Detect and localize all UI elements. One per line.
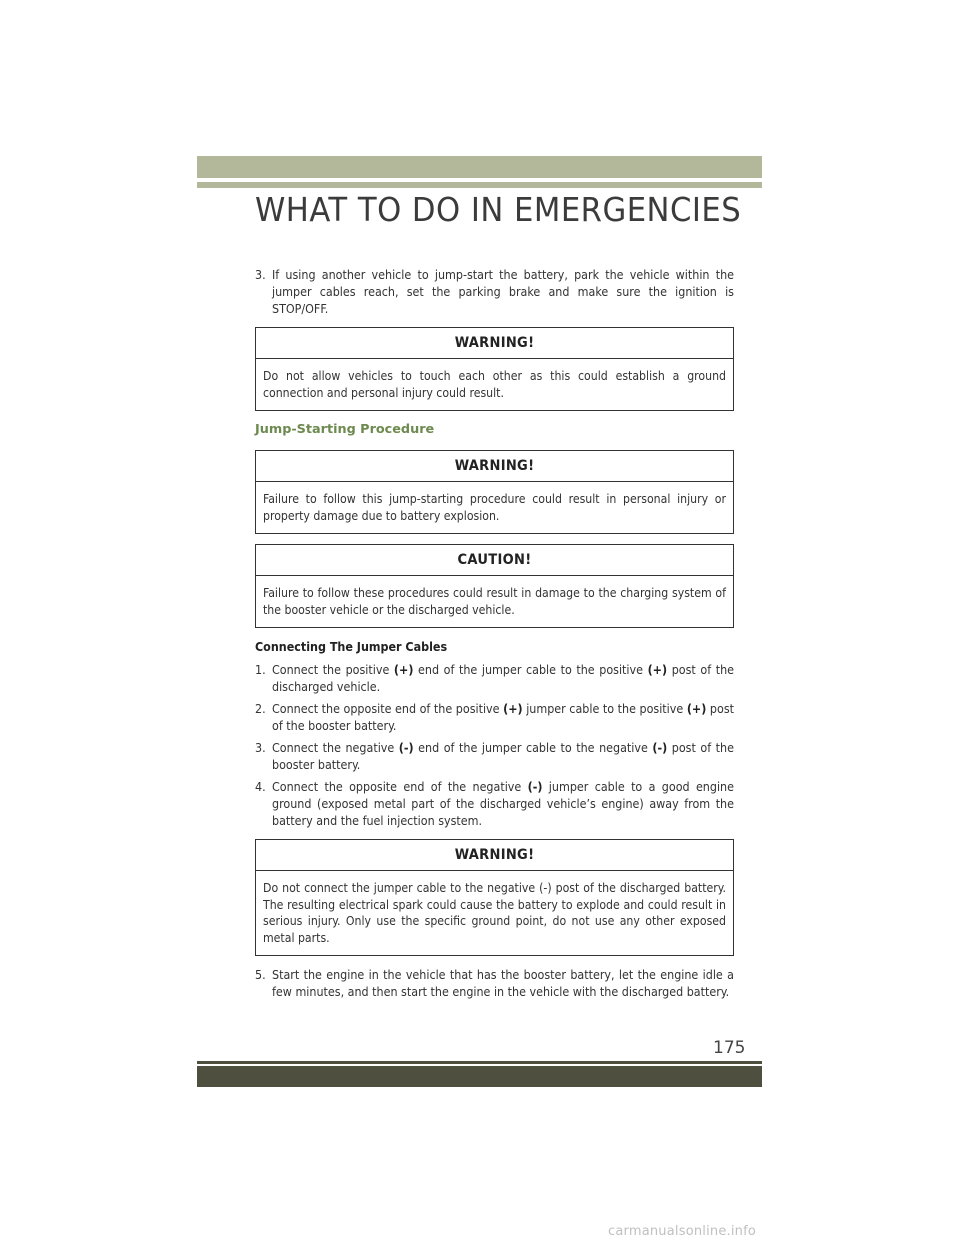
- step-text: Connect the opposite end of the negative: [272, 779, 528, 794]
- step-text: post of the booster battery.: [272, 701, 734, 733]
- step-text: If using another vehicle to jump-start the battery, park the vehicle within the jumper cables reach, set the parking brake and make sure the ignition is STOP/OFF.: [272, 267, 734, 316]
- procedure-title: Jump-Starting Procedure: [255, 422, 435, 437]
- step-text: post of the booster battery.: [272, 740, 734, 772]
- warning-box-explosion: [255, 450, 734, 534]
- header-band: [197, 156, 762, 178]
- step-text: Connect the opposite end of the positive: [272, 701, 504, 716]
- connect-step-1: [255, 661, 734, 695]
- connect-step-3: [255, 739, 734, 773]
- watermark: carmanualsonline.info: [608, 1224, 757, 1239]
- step-text: Connect the positive: [272, 662, 394, 677]
- footer-band-rule: [197, 1061, 762, 1064]
- warning-text: Failure to follow this jump-starting procedure could result in personal injury or property damage due to battery explosion.: [263, 492, 726, 523]
- header-band-rule: [197, 182, 762, 188]
- step-number: 5.: [255, 967, 266, 982]
- page-number: 175: [713, 1038, 746, 1058]
- step-text: jumper cable to a good engine ground (exposed metal part of the discharged vehicle’s engine) away from the battery and the fuel injection system.: [272, 779, 734, 828]
- caution-heading: CAUTION!: [256, 545, 733, 576]
- warning-heading: WARNING!: [256, 328, 733, 359]
- step-text: jumper cable to the positive: [522, 701, 687, 716]
- polarity-mark: (+): [393, 662, 414, 677]
- connecting-title: Connecting The Jumper Cables: [255, 639, 448, 654]
- page-content: [255, 266, 734, 1005]
- connect-step-4: [255, 778, 734, 829]
- polarity-mark: (+): [686, 701, 707, 716]
- polarity-mark: (+): [503, 701, 523, 716]
- step-number: 3.: [255, 740, 266, 755]
- warning-text: Do not allow vehicles to touch each other as this could establish a ground connection and personal injury could result.: [263, 369, 726, 400]
- final-step: [255, 966, 734, 1000]
- caution-box: [255, 544, 734, 628]
- warning-box-negative-post: [255, 839, 734, 956]
- step-number: 1.: [255, 662, 266, 677]
- polarity-mark: (-): [527, 779, 543, 794]
- warning-box-vehicles-touch: [255, 327, 734, 411]
- step-number: 2.: [255, 701, 266, 716]
- connect-step-2: [255, 700, 734, 734]
- step-number: 3.: [255, 267, 266, 282]
- step-text: end of the jumper cable to the positive: [413, 662, 648, 677]
- section-title: WHAT TO DO IN EMERGENCIES: [255, 190, 742, 229]
- warning-heading: WARNING!: [256, 840, 733, 871]
- footer-band: [197, 1066, 762, 1087]
- step-text: Connect the negative: [272, 740, 399, 755]
- step-number: 4.: [255, 779, 266, 794]
- step-text: post of the discharged vehicle.: [272, 662, 734, 694]
- polarity-mark: (+): [647, 662, 668, 677]
- polarity-mark: (-): [652, 740, 668, 755]
- step-text: end of the jumper cable to the negative: [413, 740, 653, 755]
- step-text: Start the engine in the vehicle that has the booster battery, let the engine idle a few minutes, and then start the engine in the vehicle with the discharged battery.: [272, 967, 734, 999]
- warning-text: Do not connect the jumper cable to the negative (-) post of the discharged battery. The resulting electrical spark could cause the battery to explode and could result in serious injury. Only use the specific ground point, do not use any other exposed metal parts.: [263, 881, 726, 945]
- warning-heading: WARNING!: [256, 451, 733, 482]
- polarity-mark: (-): [398, 740, 414, 755]
- intro-step: [255, 266, 734, 317]
- caution-text: Failure to follow these procedures could result in damage to the charging system of the booster vehicle or the discharged vehicle.: [263, 586, 726, 617]
